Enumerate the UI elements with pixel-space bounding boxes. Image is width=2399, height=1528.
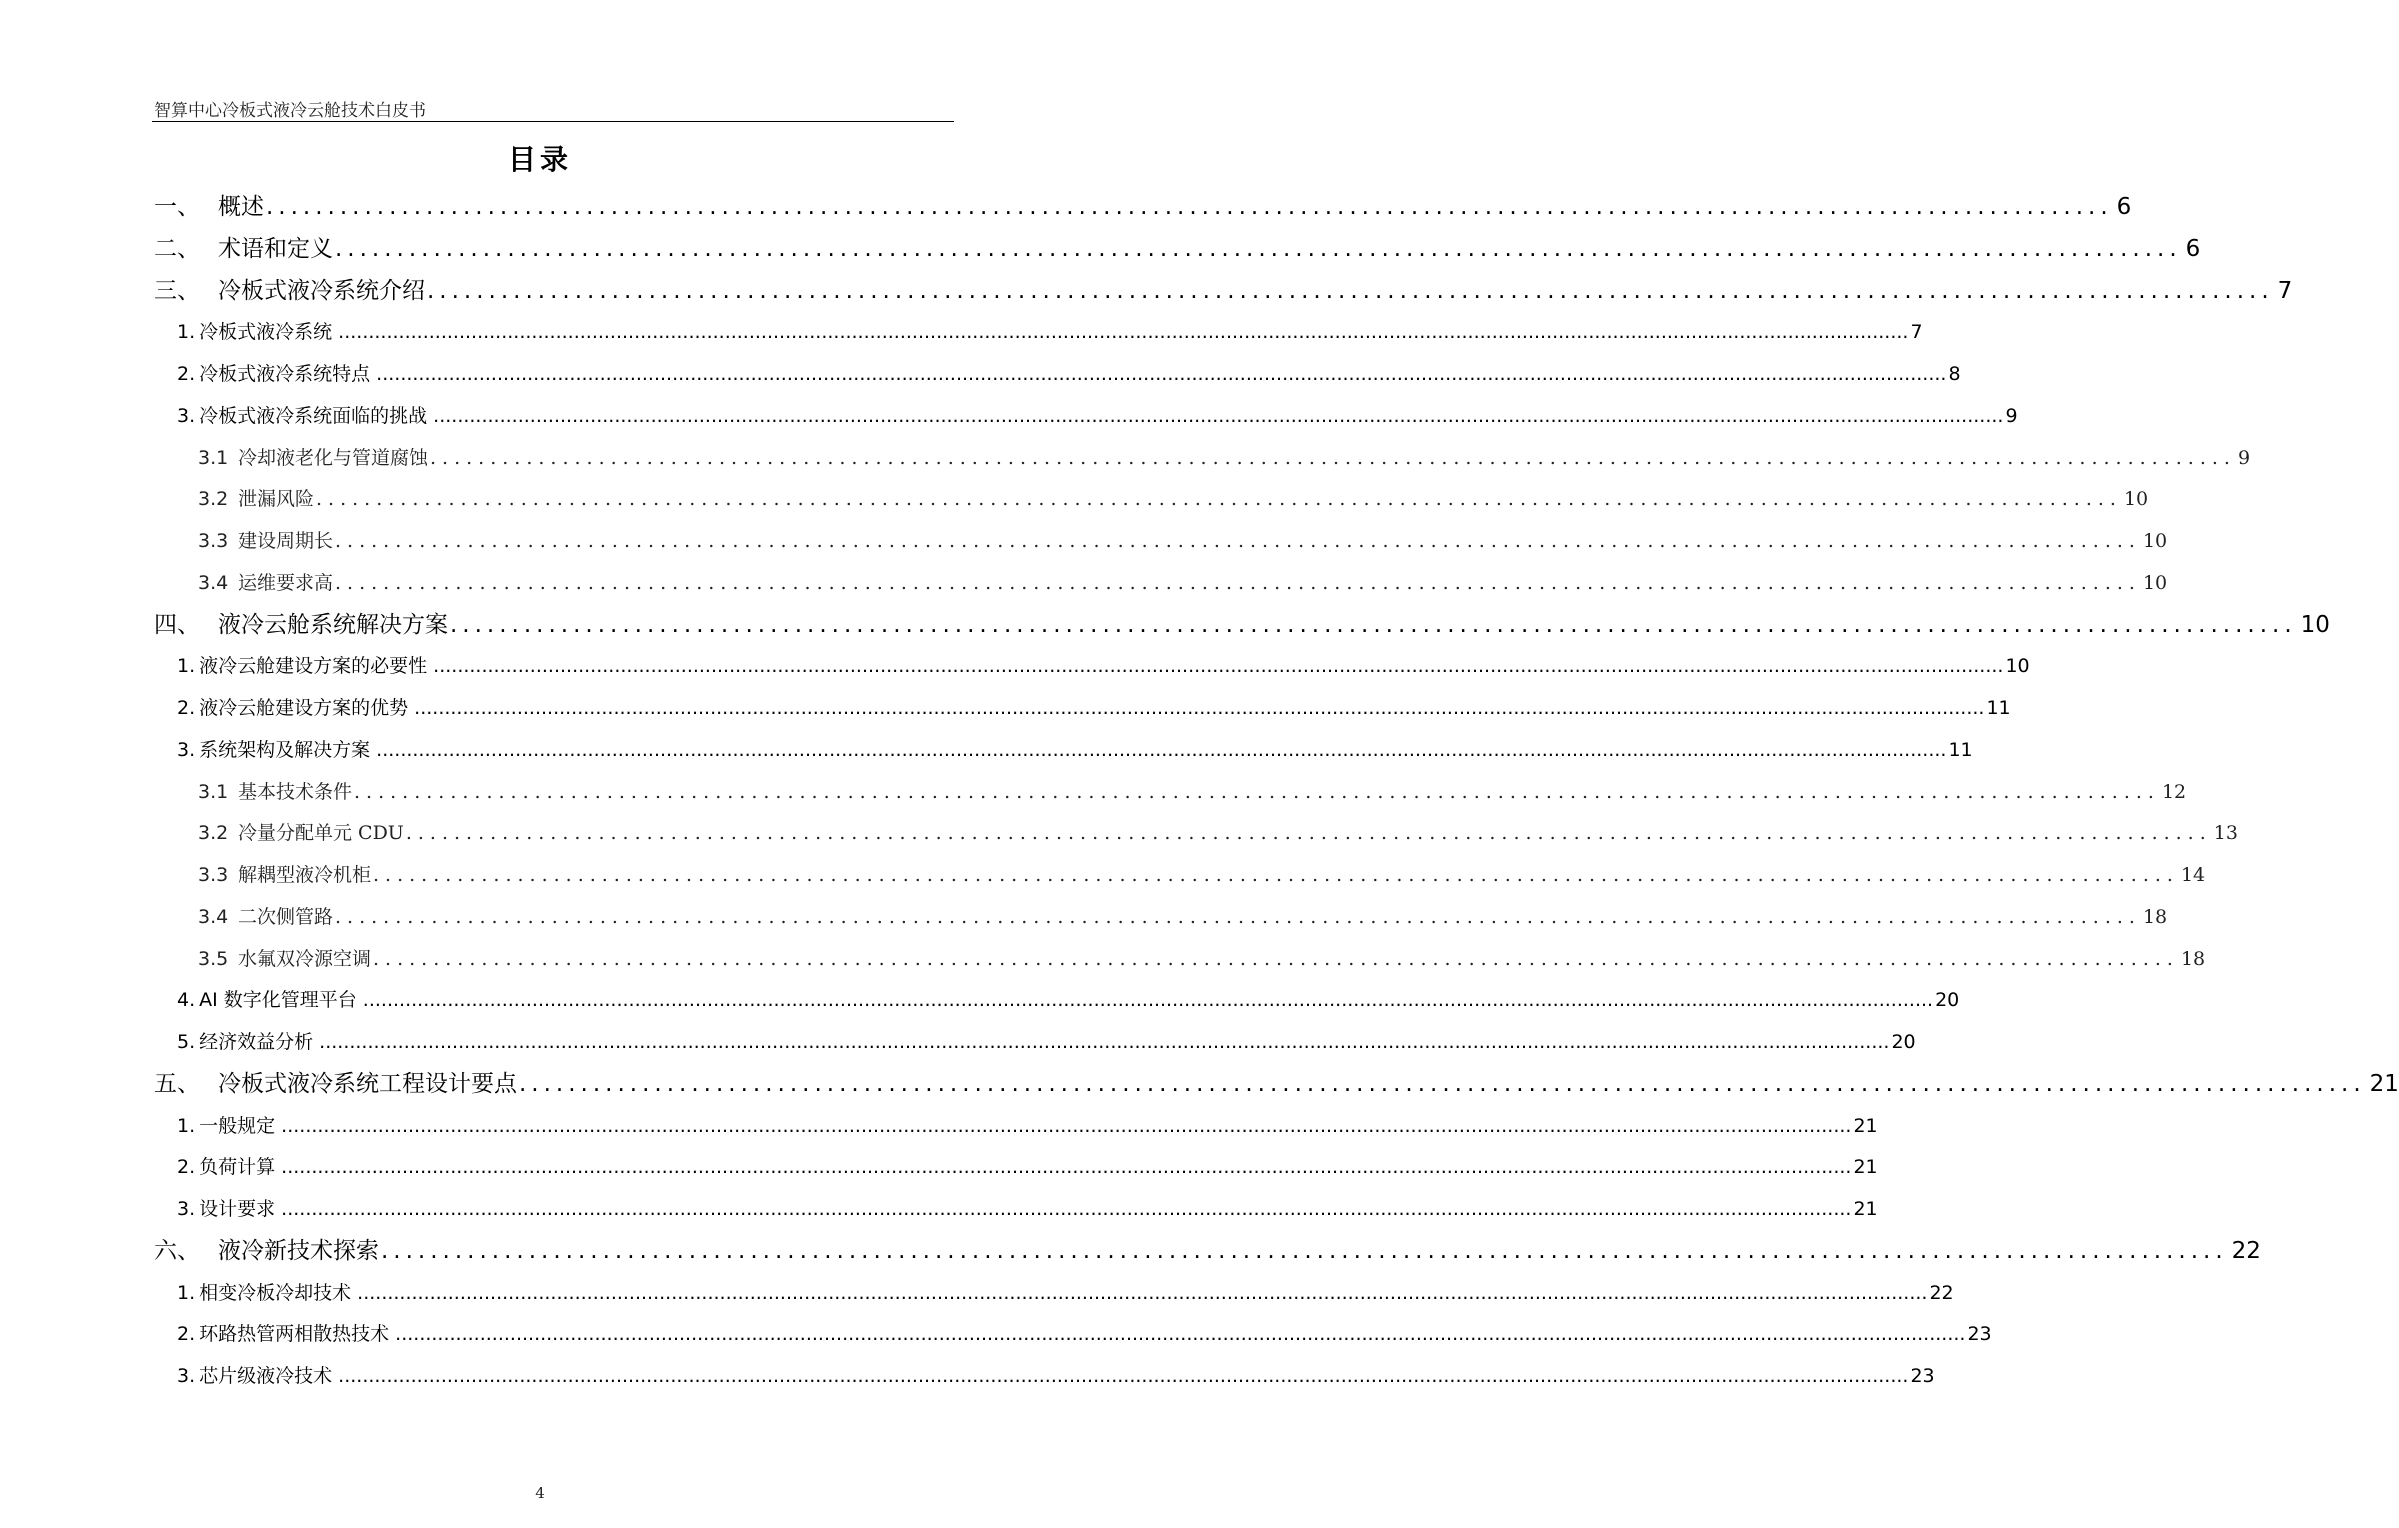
toc-entry[interactable] xyxy=(198,818,2238,848)
toc-entry-number: 5. xyxy=(177,1031,196,1053)
toc-entry[interactable] xyxy=(198,860,2206,890)
dot-leader: ...................................................................................................................................................... xyxy=(354,780,2160,803)
toc-entry[interactable] xyxy=(198,484,2149,514)
toc-entry-page: 10 xyxy=(2142,571,2168,594)
toc-entry[interactable] xyxy=(177,651,2030,681)
toc-entry[interactable] xyxy=(177,693,2011,723)
dot-leader: ...................................................................................................................................................... xyxy=(373,864,2179,886)
toc-entry[interactable] xyxy=(177,1319,1992,1349)
toc-entry-page: 12 xyxy=(2161,780,2187,803)
toc-entry-number: 4. xyxy=(177,989,196,1012)
toc-entry-page: 6 xyxy=(2116,194,2132,220)
toc-entry-page: 20 xyxy=(1891,1031,1916,1053)
toc-entry-text: 液冷云舱系统解决方案 xyxy=(218,611,448,638)
toc-entry[interactable] xyxy=(177,1027,1916,1057)
toc-entry-page: 6 xyxy=(2185,235,2201,262)
toc-entry-page: 11 xyxy=(1986,697,2011,719)
dot-leader: ...................................................................................................................................................... xyxy=(373,947,2179,970)
dot-leader: ...................................................................................................................................................... xyxy=(427,277,2274,304)
toc-entry-text: 负荷计算 xyxy=(199,1156,276,1179)
toc-entry-number: 1. xyxy=(177,655,196,678)
toc-entry-text: 术语和定义 xyxy=(218,235,333,262)
toc-entry[interactable] xyxy=(198,568,2168,598)
toc-entry-text: 液冷云舱建设方案的必要性 xyxy=(199,655,428,678)
toc-entry-text: 冷量分配单元 CDU xyxy=(238,822,404,845)
dot-leader: .................................................................................................................................................................................................................................................................... xyxy=(281,1114,1852,1137)
toc-entry[interactable] xyxy=(177,1361,1935,1391)
dot-leader: ...................................................................................................................................................... xyxy=(335,571,2141,594)
toc-entry-page: 13 xyxy=(2213,822,2238,845)
toc-entry-text: 液冷云舱建设方案的优势 xyxy=(199,697,409,719)
dot-leader: .................................................................................................................................................................................................................................................................... xyxy=(281,1156,1852,1179)
toc-entry-number: 1. xyxy=(177,321,196,344)
toc-entry-page: 22 xyxy=(2231,1237,2261,1264)
toc-entry[interactable] xyxy=(154,272,2293,306)
toc-entry[interactable] xyxy=(154,1065,2399,1099)
toc-entry-number: 六、 xyxy=(154,1237,200,1264)
toc-entry-page: 21 xyxy=(1853,1114,1878,1137)
toc-entry[interactable] xyxy=(177,1111,1878,1141)
toc-entry-page: 23 xyxy=(1967,1323,1992,1346)
toc-entry-page: 21 xyxy=(1853,1156,1878,1179)
dot-leader: ...................................................................................................................................................... xyxy=(266,194,2113,220)
toc-entry-page: 8 xyxy=(1948,363,1961,385)
toc-entry-number: 二、 xyxy=(154,235,200,262)
dot-leader: .................................................................................................................................................................................................................................................................... xyxy=(281,1198,1852,1220)
toc-entry-page: 10 xyxy=(2142,530,2168,552)
toc-entry[interactable] xyxy=(198,777,2187,807)
toc-entry-number: 2. xyxy=(177,1323,196,1346)
toc-entry-text: 经济效益分析 xyxy=(199,1031,314,1053)
toc-entry-page: 10 xyxy=(2005,655,2030,678)
toc-entry[interactable] xyxy=(154,188,2132,222)
toc-entry-text: 泄漏风险 xyxy=(238,488,315,511)
toc-entry-number: 3.2 xyxy=(198,822,229,845)
toc-entry[interactable] xyxy=(154,606,2330,640)
toc-entry-page: 20 xyxy=(1935,989,1960,1012)
toc-entry-number: 3.4 xyxy=(198,571,229,594)
toc-entry-text: 液冷新技术探索 xyxy=(218,1237,379,1264)
toc-entry-page: 23 xyxy=(1910,1365,1935,1387)
toc-entry-text: 水氟双冷源空调 xyxy=(238,947,372,970)
toc-entry-number: 五、 xyxy=(154,1070,200,1097)
toc-entry-text: 冷板式液冷系统介绍 xyxy=(218,277,425,304)
dot-leader: .................................................................................................................................................................................................................................................................... xyxy=(376,738,1947,761)
dot-leader: .................................................................................................................................................................................................................................................................... xyxy=(357,1281,1928,1304)
toc-entry-number: 2. xyxy=(177,1156,196,1179)
toc-entry-number: 1. xyxy=(177,1114,196,1137)
toc-entry-number: 四、 xyxy=(154,611,200,638)
toc-entry-text: 相变冷板冷却技术 xyxy=(199,1281,352,1304)
toc-entry[interactable] xyxy=(177,735,1973,765)
dot-leader: ...................................................................................................................................................... xyxy=(519,1070,2366,1097)
page-number: 4 xyxy=(535,1484,545,1502)
dot-leader: ...................................................................................................................................................... xyxy=(335,530,2141,552)
toc-entry-text: 冷板式液冷系统工程设计要点 xyxy=(218,1070,517,1097)
dot-leader: ...................................................................................................................................................... xyxy=(430,446,2236,469)
toc-entry-text: 基本技术条件 xyxy=(238,780,353,803)
dot-leader: .................................................................................................................................................................................................................................................................... xyxy=(433,655,2004,678)
toc-entry-text: 概述 xyxy=(218,194,264,220)
toc-title: 目录 xyxy=(507,143,572,176)
toc-entry-text: 设计要求 xyxy=(199,1198,276,1220)
toc-entry-number: 3.5 xyxy=(198,947,229,970)
toc-entry-number: 3.4 xyxy=(198,905,229,928)
dot-leader: .................................................................................................................................................................................................................................................................... xyxy=(433,404,2004,427)
toc-entry-number: 3. xyxy=(177,1198,196,1220)
toc-entry[interactable] xyxy=(198,944,2206,974)
toc-entry-page: 18 xyxy=(2142,905,2168,928)
toc-entry[interactable] xyxy=(177,1152,1878,1182)
dot-leader: ...................................................................................................................................................... xyxy=(405,822,2212,845)
toc-entry-text: 芯片级液冷技术 xyxy=(199,1365,333,1387)
toc-entry-page: 22 xyxy=(1929,1281,1954,1304)
toc-entry-number: 2. xyxy=(177,697,196,719)
toc-entry-text: 冷板式液冷系统 xyxy=(199,321,333,344)
toc-entry-number: 3.2 xyxy=(198,488,229,511)
toc-entry-page: 10 xyxy=(2123,488,2149,511)
dot-leader: ...................................................................................................................................................... xyxy=(335,905,2141,928)
toc-entry-page: 21 xyxy=(2369,1070,2399,1097)
toc-entry[interactable] xyxy=(198,526,2168,556)
dot-leader: .................................................................................................................................................................................................................................................................... xyxy=(319,1031,1890,1053)
dot-leader: ...................................................................................................................................................... xyxy=(450,611,2297,638)
toc-entry-page: 21 xyxy=(1853,1198,1878,1220)
running-header: 智算中心冷板式液冷云舱技术白皮书 xyxy=(154,101,426,121)
toc-entry-number: 2. xyxy=(177,363,196,385)
toc-entry-text: 系统架构及解决方案 xyxy=(199,738,371,761)
toc-entry-page: 9 xyxy=(2005,404,2018,427)
toc-entry[interactable] xyxy=(177,1194,1878,1224)
toc-entry[interactable] xyxy=(198,443,2251,473)
toc-entry[interactable] xyxy=(154,1232,2261,1266)
toc-entry-text: 环路热管两相散热技术 xyxy=(199,1323,390,1346)
toc-entry-text: 运维要求高 xyxy=(238,571,334,594)
dot-leader: ...................................................................................................................................................... xyxy=(381,1237,2228,1264)
toc-entry-number: 一、 xyxy=(154,194,200,220)
toc-entry[interactable] xyxy=(177,401,2018,431)
toc-entry-number: 3.3 xyxy=(198,530,229,552)
toc-entry-page: 10 xyxy=(2300,611,2330,638)
toc-entry[interactable] xyxy=(177,317,1923,347)
toc-entry-page: 7 xyxy=(1910,321,1923,344)
dot-leader: .................................................................................................................................................................................................................................................................... xyxy=(414,697,1985,719)
toc-entry[interactable] xyxy=(154,230,2201,264)
toc-entry-page: 11 xyxy=(1948,738,1973,761)
toc-entry-text: 解耦型液冷机柜 xyxy=(238,864,372,886)
toc-entry-number: 3.3 xyxy=(198,864,229,886)
toc-entry-number: 3. xyxy=(177,1365,196,1387)
dot-leader: .................................................................................................................................................................................................................................................................... xyxy=(338,321,1909,344)
toc-entry[interactable] xyxy=(198,902,2168,932)
toc-entry-text: 一般规定 xyxy=(199,1114,276,1137)
toc-entry-text: AI 数字化管理平台 xyxy=(199,989,357,1012)
header-rule xyxy=(152,121,954,122)
dot-leader: ...................................................................................................................................................... xyxy=(316,488,2122,511)
toc-entry[interactable] xyxy=(177,985,1960,1015)
dot-leader: ...................................................................................................................................................... xyxy=(335,235,2182,262)
toc-entry-text: 冷却液老化与管道腐蚀 xyxy=(238,446,429,469)
dot-leader: .................................................................................................................................................................................................................................................................... xyxy=(362,989,1934,1012)
toc-entry-number: 3. xyxy=(177,404,196,427)
toc-entry[interactable] xyxy=(177,1278,1954,1308)
toc-entry-page: 18 xyxy=(2180,947,2206,970)
toc-entry-text: 二次侧管路 xyxy=(238,905,334,928)
dot-leader: .................................................................................................................................................................................................................................................................... xyxy=(338,1365,1909,1387)
toc-entry-text: 冷板式液冷系统面临的挑战 xyxy=(199,404,428,427)
toc-entry-page: 14 xyxy=(2180,864,2206,886)
toc-entry-number: 3. xyxy=(177,738,196,761)
toc-entry-text: 冷板式液冷系统特点 xyxy=(199,363,371,385)
toc-entry-number: 三、 xyxy=(154,277,200,304)
toc-entry-text: 建设周期长 xyxy=(238,530,334,552)
toc-entry-page: 9 xyxy=(2237,446,2251,469)
dot-leader: .................................................................................................................................................................................................................................................................... xyxy=(376,363,1947,385)
toc-entry[interactable] xyxy=(177,359,1961,389)
toc-entry-number: 3.1 xyxy=(198,446,229,469)
toc-entry-page: 7 xyxy=(2277,277,2293,304)
toc-entry-number: 1. xyxy=(177,1281,196,1304)
dot-leader: .................................................................................................................................................................................................................................................................... xyxy=(395,1323,1966,1346)
toc-entry-number: 3.1 xyxy=(198,780,229,803)
